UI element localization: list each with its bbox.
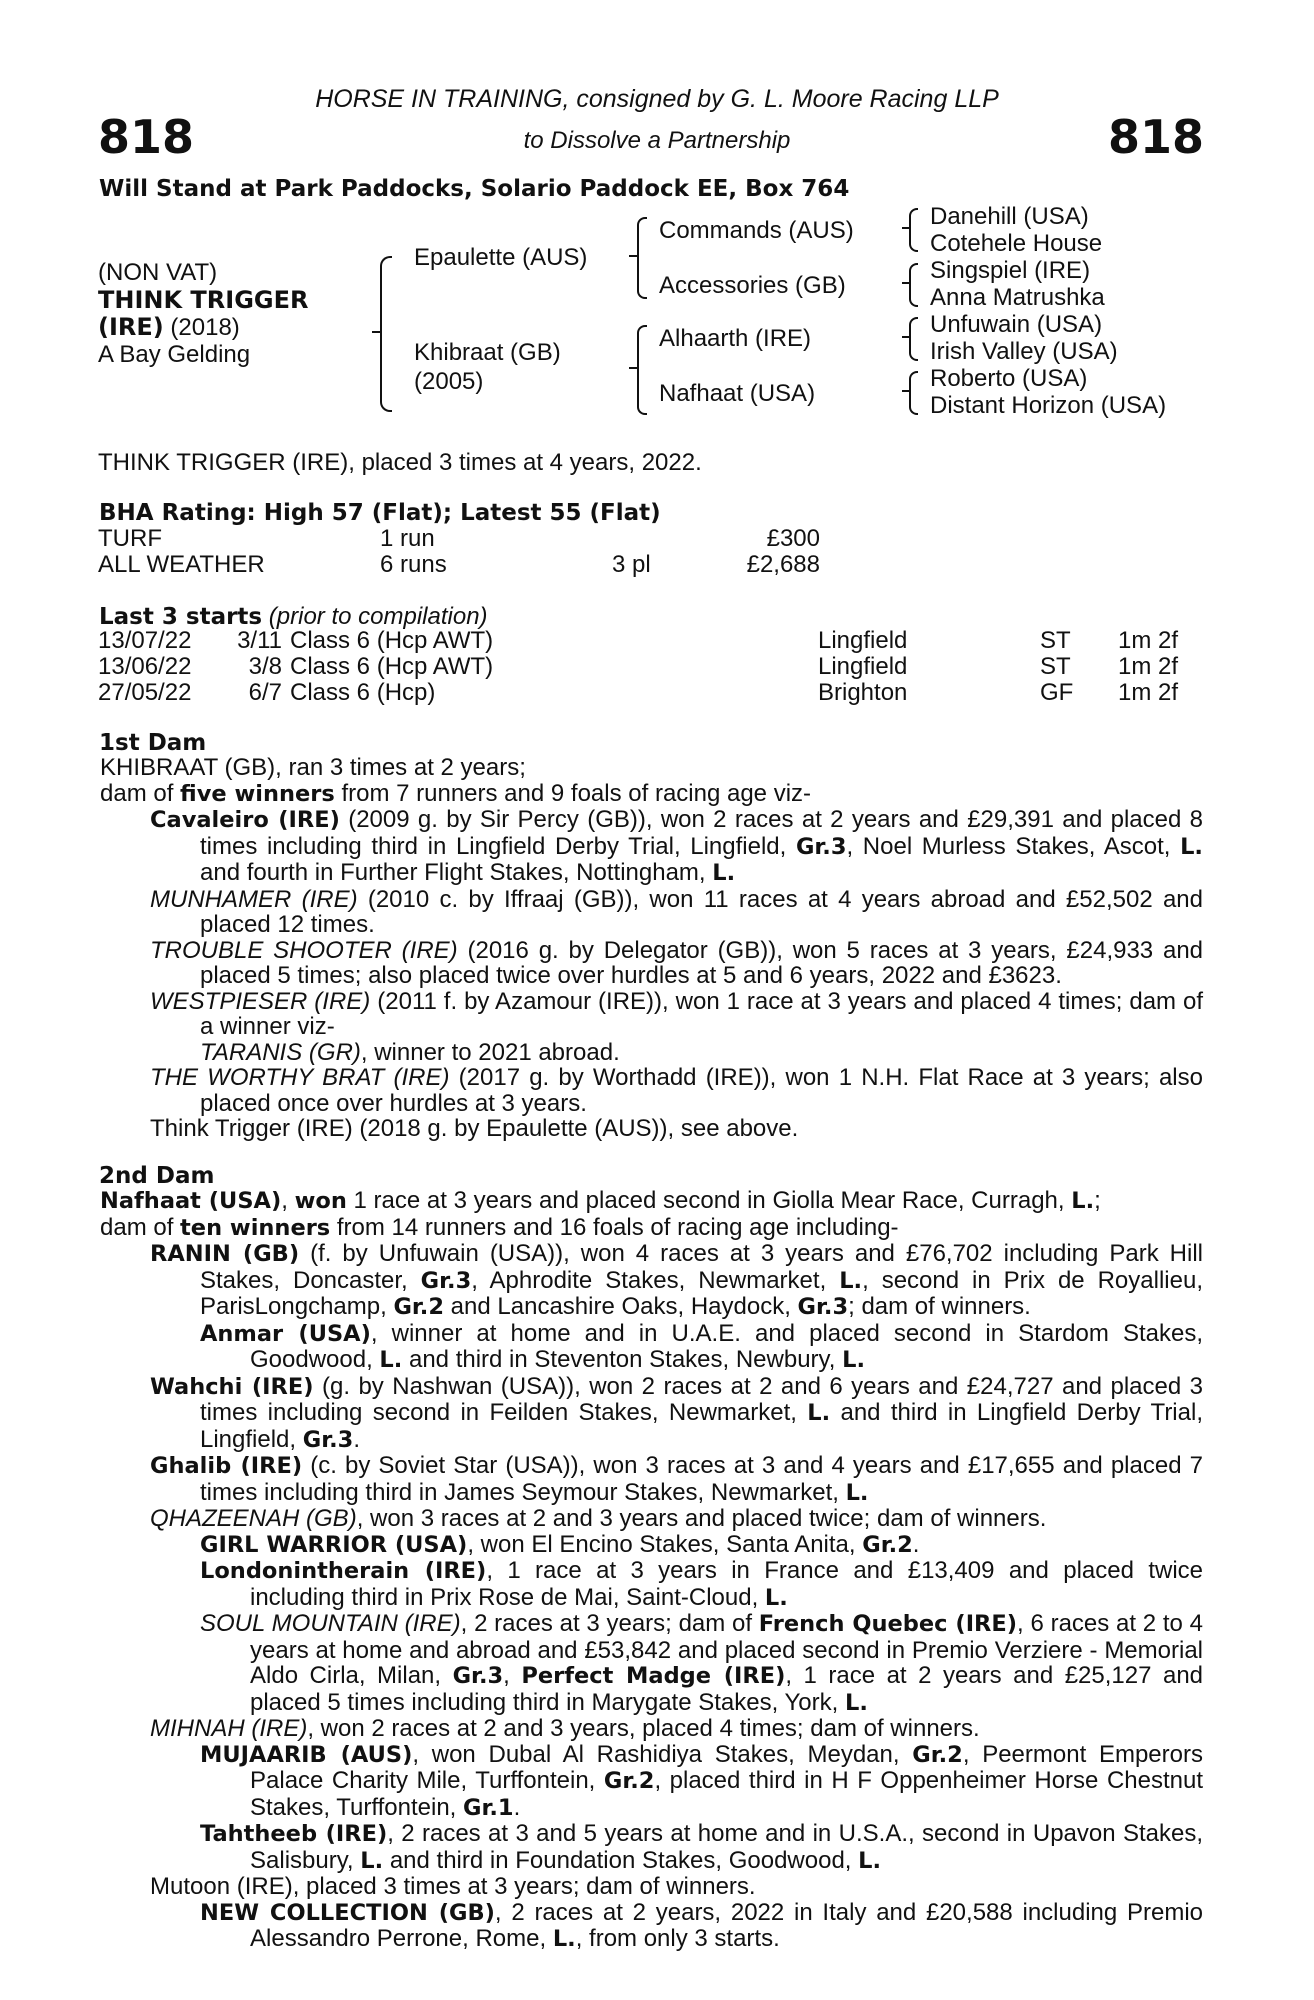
start-3-date: 27/05/22 <box>98 679 192 706</box>
pedigree-dam-dam: Nafhaat (USA) <box>659 380 816 407</box>
relative-mihnah: MIHNAH (IRE), won 2 races at 2 and 3 years, placed 4 times; dam of winners. <box>150 1715 980 1742</box>
pedigree-sire-sire: Commands (AUS) <box>659 217 854 244</box>
pedigree-brace-g56 <box>909 317 918 361</box>
start-3-going: GF <box>1040 679 1074 706</box>
pedigree-brace-main-point <box>372 331 382 333</box>
pedigree-brace-sire-point <box>629 255 638 257</box>
progeny-cavaleiro: Cavaleiro (IRE) (2009 g. by Sir Percy (GB)), won 2 races at 2 years and £29,391 and placed 8 times including third in Lingfield Derby Trial, Lingfield, Gr.3, Noel Murless Stakes, Ascot, L. and fourth in Further Flight Stakes, Nottingham, L. <box>150 806 1203 886</box>
start-3-position: 6/7 <box>248 679 282 706</box>
lot-number-left: 818 <box>98 110 195 164</box>
horse-name: THINK TRIGGER <box>98 286 309 314</box>
rating-aw-earnings: £2,688 <box>746 551 820 578</box>
pedigree-brace-main <box>380 256 392 412</box>
pedigree-brace-g12 <box>909 208 918 252</box>
consignor-line-1: HORSE IN TRAINING, consigned by G. L. Moore Racing LLP <box>315 85 999 113</box>
bha-rating-title: BHA Rating: High 57 (Flat); Latest 55 (Flat) <box>99 500 661 526</box>
relative-anmar: Anmar (USA), winner at home and in U.A.E. and placed second in Stardom Stakes, Goodwood, L. and third in Steventon Stakes, Newbury, L. <box>200 1319 1203 1373</box>
start-2-going: ST <box>1040 653 1071 680</box>
pedigree-brace-g78 <box>909 371 918 415</box>
start-1-class: Class 6 (Hcp AWT) <box>290 627 494 654</box>
lot-number-right: 818 <box>1107 110 1204 164</box>
pedigree-g5: Unfuwain (USA) <box>930 311 1103 338</box>
second-dam-line-2: dam of ten winners from 14 runners and 16 foals of racing age including- <box>100 1213 899 1241</box>
relative-qhazeenah: QHAZEENAH (GB), won 3 races at 2 and 3 years and placed twice; dam of winners. <box>150 1505 1047 1532</box>
second-dam-line-1: Nafhaat (USA), won 1 race at 3 years and placed second in Giolla Mear Race, Curragh, L.; <box>100 1187 1101 1214</box>
pedigree-brace-g34-point <box>902 282 910 284</box>
last-starts-title: Last 3 starts (prior to compilation) <box>99 603 488 630</box>
race-summary: THINK TRIGGER (IRE), placed 3 times at 4 years, 2022. <box>98 449 702 476</box>
progeny-taranis: TARANIS (GR), winner to 2021 abroad. <box>200 1038 620 1066</box>
relative-wahchi: Wahchi (IRE) (g. by Nashwan (USA)), won 2 races at 2 and 6 years and £24,727 and placed 3 times including second in Feilden Stakes, Newmarket, L. and third in Lingfield Derby Trial, Lingfield, Gr.3. <box>150 1372 1203 1453</box>
pedigree-g2: Cotehele House <box>930 230 1103 257</box>
pedigree-g8: Distant Horizon (USA) <box>930 392 1167 419</box>
start-2-course: Lingfield <box>818 653 908 680</box>
relative-soul-mountain: SOUL MOUNTAIN (IRE), 2 races at 3 years; dam of French Quebec (IRE), 6 races at 2 to 4 years at home and abroad and £53,842 and placed second in Premio Verziere - Memorial Aldo Cirla, Milan, Gr.3, Perfect Madge (IRE), 1 race at 2 years and £25,127 and placed 5 times including third in Marygate Stakes, York, L. <box>200 1610 1204 1716</box>
pedigree-brace-dam-point <box>629 367 638 369</box>
start-3-class: Class 6 (Hcp) <box>290 679 436 706</box>
pedigree-g6: Irish Valley (USA) <box>930 338 1118 365</box>
start-2-date: 13/06/22 <box>98 653 192 680</box>
pedigree-g4: Anna Matrushka <box>930 284 1105 311</box>
first-dam-heading: 1st Dam <box>99 730 207 756</box>
pedigree-brace-g56-point <box>902 336 910 338</box>
start-1-course: Lingfield <box>818 627 908 654</box>
pedigree-sire-dam: Accessories (GB) <box>659 272 846 299</box>
second-dam-heading: 2nd Dam <box>99 1163 215 1189</box>
progeny-think-trigger: Think Trigger (IRE) (2018 g. by Epaulette (AUS)), see above. <box>150 1115 799 1142</box>
start-1-distance: 1m 2f <box>1118 627 1179 654</box>
pedigree-dam-sire: Alhaarth (IRE) <box>659 325 812 352</box>
start-1-position: 3/11 <box>237 627 282 654</box>
pedigree-brace-g12-point <box>902 227 910 229</box>
relative-mutoon: Mutoon (IRE), placed 3 times at 3 years; dam of winners. <box>150 1873 756 1900</box>
rating-turf-surface: TURF <box>98 525 162 552</box>
pedigree-brace-sire <box>637 217 647 299</box>
pedigree-brace-dam <box>637 325 647 415</box>
vat-status: (NON VAT) <box>98 259 218 286</box>
relative-girl-warrior: GIRL WARRIOR (USA), won El Encino Stakes, Santa Anita, Gr.2. <box>200 1530 920 1558</box>
start-2-distance: 1m 2f <box>1118 653 1179 680</box>
rating-turf-runs: 1 run <box>380 525 435 552</box>
start-3-course: Brighton <box>818 679 908 706</box>
start-1-going: ST <box>1040 627 1071 654</box>
start-3-distance: 1m 2f <box>1118 679 1179 706</box>
second-dam-section <box>100 1188 1203 1953</box>
pedigree-brace-g78-point <box>902 390 910 392</box>
pedigree-brace-g34 <box>909 263 918 307</box>
pedigree-sire: Epaulette (AUS) <box>414 244 588 271</box>
relative-ranin: RANIN (GB) (f. by Unfuwain (USA)), won 4 races at 3 years and £76,702 including Park Hill Stakes, Doncaster, Gr.3, Aphrodite Stakes, Newmarket, L., second in Prix de Royallieu, ParisLongchamp, Gr.2 and Lancashire Oaks, Haydock, Gr.3; dam of winners. <box>150 1240 1204 1320</box>
start-2-position: 3/8 <box>248 653 282 680</box>
rating-aw-placed: 3 pl <box>612 551 651 578</box>
pedigree-dam: Khibraat (GB) <box>414 339 561 366</box>
pedigree-g7: Roberto (USA) <box>930 365 1088 392</box>
pedigree-g3: Singspiel (IRE) <box>930 257 1091 284</box>
consignor-line-2: to Dissolve a Partnership <box>523 127 791 154</box>
rating-turf-earnings: £300 <box>766 525 820 552</box>
progeny-westpieser: WESTPIESER (IRE) (2011 f. by Azamour (IRE)), won 1 race at 3 years and placed 4 times; dam of a winner viz- <box>150 987 1203 1040</box>
first-dam-line-2: dam of five winners from 7 runners and 9 foals of racing age viz- <box>100 779 812 807</box>
first-dam-section <box>100 755 1203 1142</box>
relative-new-collection: NEW COLLECTION (GB), 2 races at 2 years, 2022 in Italy and £20,588 including Premio Alessandro Perrone, Rome, L., from only 3 starts. <box>200 1898 1204 1952</box>
relative-londonintherain: Londonintherain (IRE), 1 race at 3 years in France and £13,409 and placed twice including third in Prix Rose de Mai, Saint-Cloud, L. <box>200 1557 1203 1611</box>
progeny-the-worthy-brat: THE WORTHY BRAT (IRE) (2017 g. by Worthadd (IRE)), won 1 N.H. Flat Race at 3 years; also placed once over hurdles at 3 years. <box>150 1064 1203 1117</box>
relative-tahtheeb: Tahtheeb (IRE), 2 races at 3 and 5 years at home and in U.S.A., second in Upavon Stakes, Salisbury, L. and third in Foundation Stakes, Goodwood, L. <box>200 1820 1204 1874</box>
start-2-class: Class 6 (Hcp AWT) <box>290 653 494 680</box>
pedigree-dam-year: (2005) <box>414 368 484 395</box>
relative-mujaarib: MUJAARIB (AUS), won Dubal Al Rashidiya Stakes, Meydan, Gr.2, Peermont Emperors Palace Charity Mile, Turffontein, Gr.2, placed third in H F Oppenheimer Horse Chestnut Stakes, Turffontein, Gr.1. <box>200 1740 1203 1821</box>
rating-aw-surface: ALL WEATHER <box>98 551 265 578</box>
rating-aw-runs: 6 runs <box>380 551 447 578</box>
progeny-munhamer: MUNHAMER (IRE) (2010 c. by Iffraaj (GB)), won 11 races at 4 years abroad and £52,502 and placed 12 times. <box>150 885 1203 938</box>
stand-location: Will Stand at Park Paddocks, Solario Paddock EE, Box 764 <box>99 176 850 202</box>
relative-ghalib: Ghalib (IRE) (c. by Soviet Star (USA)), won 3 races at 3 and 4 years and £17,655 and placed 7 times including third in James Seymour Stakes, Newmarket, L. <box>150 1452 1204 1506</box>
horse-origin-year: (IRE) (2018) <box>98 313 240 341</box>
start-1-date: 13/07/22 <box>98 627 192 654</box>
horse-description: A Bay Gelding <box>98 341 251 368</box>
first-dam-line-1: KHIBRAAT (GB), ran 3 times at 2 years; <box>100 754 526 781</box>
pedigree-g1: Danehill (USA) <box>930 203 1089 230</box>
progeny-trouble-shooter: TROUBLE SHOOTER (IRE) (2016 g. by Delegator (GB)), won 5 races at 3 years, £24,933 and placed 5 times; also placed twice over hurdles at 5 and 6 years, 2022 and £3623. <box>150 936 1204 989</box>
